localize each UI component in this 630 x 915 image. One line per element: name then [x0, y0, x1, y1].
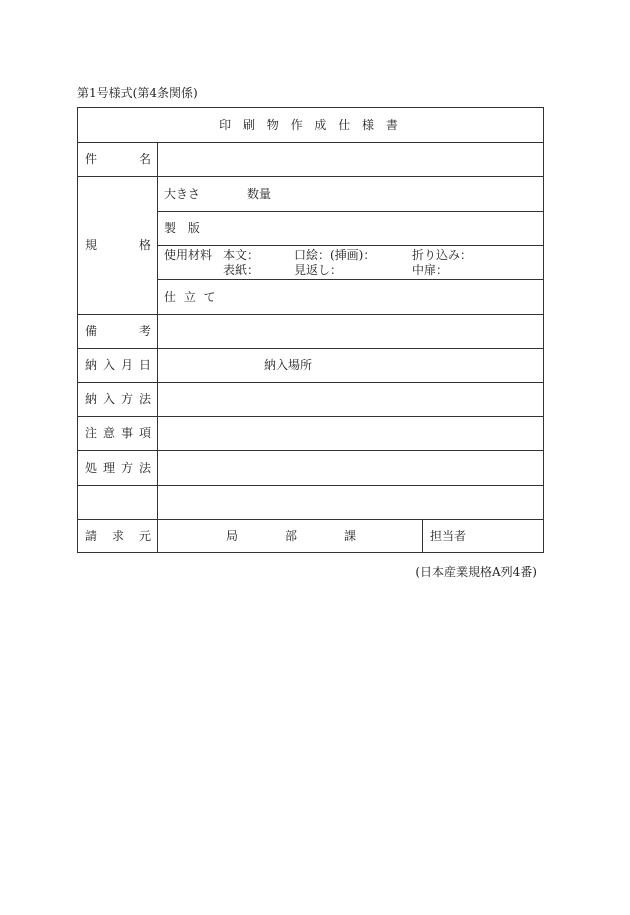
spec-cover-label: 表紙： [223, 263, 260, 277]
spec-frontispiece-label: 口絵：(挿画)： [294, 248, 376, 262]
row-label-remarks: 備 考 [85, 324, 151, 338]
billing-section-label: 課 [344, 529, 357, 543]
row-label-name: 件 名 [85, 152, 151, 166]
spec-quantity-label: 数量 [247, 187, 272, 201]
row-divider [157, 211, 543, 212]
row-divider [78, 314, 543, 315]
row-divider [78, 142, 543, 143]
row-divider [78, 450, 543, 451]
row-label-notes: 注 意 事 項 [85, 426, 151, 440]
row-label-delivery-method: 納 入 方 法 [85, 392, 151, 406]
specification-form-table [77, 107, 544, 553]
row-divider [157, 245, 543, 246]
row-label-disposal: 処 理 方 法 [85, 461, 151, 475]
spec-inner-leaf-label: 中扉： [412, 263, 449, 277]
row-divider [78, 485, 543, 486]
person-in-charge-label: 担当者 [430, 529, 467, 543]
delivery-place-label: 納入場所 [264, 358, 313, 372]
billing-department-label: 部 [285, 529, 298, 543]
row-divider [78, 348, 543, 349]
row-label-spec: 規 格 [85, 238, 151, 252]
row-label-billing: 請 求 元 [85, 529, 151, 543]
row-divider [78, 382, 543, 383]
row-divider [78, 176, 543, 177]
row-label-delivery-date: 納 入 月 日 [85, 358, 151, 372]
form-number-label: 第1号様式(第4条関係) [77, 86, 198, 100]
row-divider [78, 416, 543, 417]
paper-size-footnote: (日本産業規格A列4番) [415, 565, 537, 579]
row-divider [157, 279, 543, 280]
form-title: 印 刷 物 作 成 仕 様 書 [219, 118, 402, 132]
column-divider [157, 142, 158, 552]
spec-plate-label: 製 版 [164, 221, 204, 235]
column-divider [422, 519, 423, 552]
spec-materials-label: 使用材料 [164, 248, 213, 262]
row-divider [78, 519, 543, 520]
billing-bureau-label: 局 [226, 529, 239, 543]
spec-binding-label: 仕 立 て [164, 290, 218, 304]
spec-endpaper-label: 見返し： [294, 263, 343, 277]
spec-foldout-label: 折り込み： [412, 248, 473, 262]
spec-body-text-label: 本文： [223, 248, 260, 262]
spec-size-label: 大きさ [164, 187, 201, 201]
